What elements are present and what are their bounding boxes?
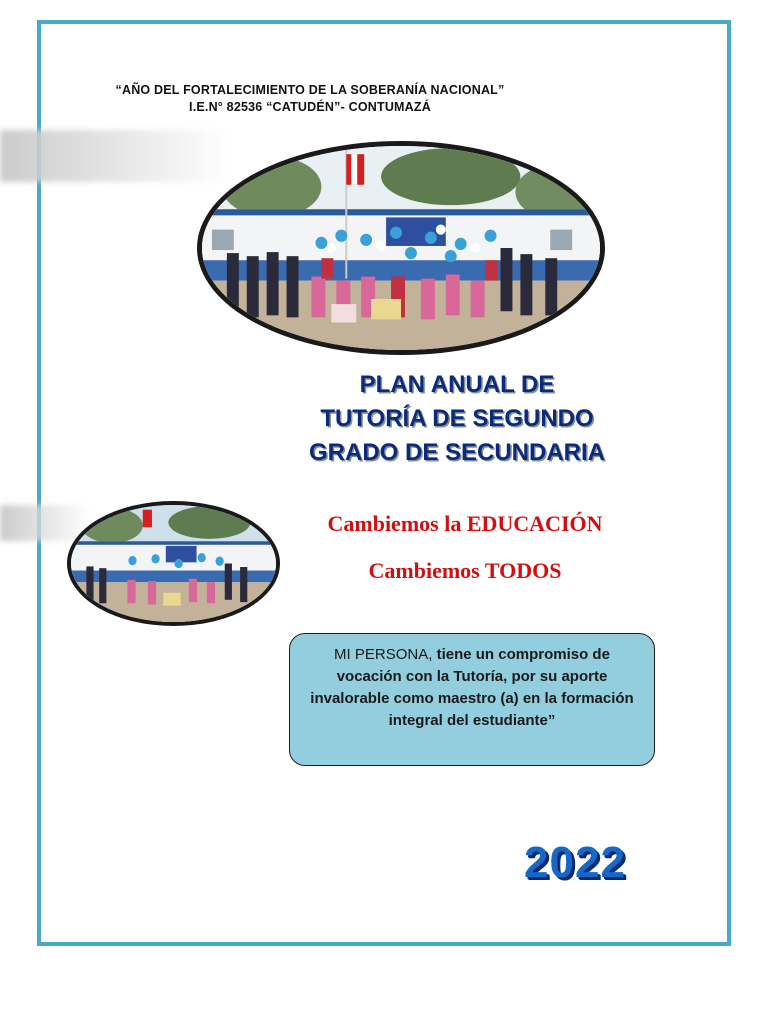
header-school-name: I.E.N° 82536 “CATUDÉN”- CONTUMAZÁ [189, 100, 431, 114]
school-group-photo-small [67, 501, 280, 626]
slogan-line-1: Cambiemos la EDUCACIÓN [327, 511, 603, 536]
title-line: TUTORÍA DE SEGUNDO [320, 405, 594, 432]
title-line: GRADO DE SECUNDARIA [308, 439, 605, 466]
quote-text: tiene un compromiso de vocación con la Tutoría, por su aporte invalorable como maestro (a) en la formación integral del estudiante” [310, 646, 634, 729]
decorative-band [0, 130, 230, 182]
commitment-quote-box [289, 633, 655, 766]
slogan-line-2: Cambiemos TODOS [368, 558, 562, 583]
title-line: PLAN ANUAL DE [359, 371, 555, 398]
quote-lead: MI PERSONA, [334, 646, 437, 663]
school-group-photo [197, 141, 605, 355]
header-year-motto: “AÑO DEL FORTALECIMIENTO DE LA SOBERANÍA NACIONAL” [115, 83, 505, 97]
year-label: 2022 [524, 838, 626, 887]
document-title [262, 368, 652, 470]
